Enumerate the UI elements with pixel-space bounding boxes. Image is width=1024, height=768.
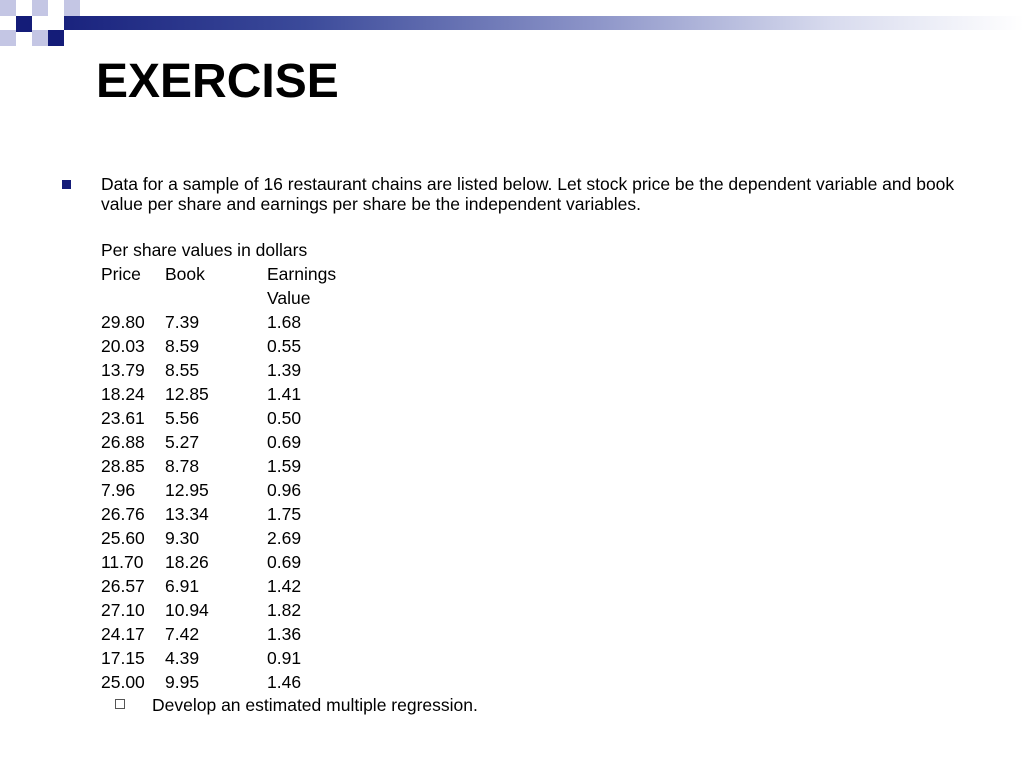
header-decoration	[0, 0, 1024, 46]
cell-price: 20.03	[101, 336, 145, 356]
header-book-value: Value	[267, 288, 311, 308]
cell-earnings: 2.69	[267, 528, 302, 548]
table-row	[101, 526, 307, 550]
cell-book: 18.26	[165, 552, 209, 572]
table-row	[101, 358, 307, 382]
decor-square	[32, 0, 48, 16]
cell-price: 26.57	[101, 576, 145, 596]
header-earnings: Earnings	[267, 264, 337, 284]
decor-square	[32, 30, 48, 46]
cell-earnings: 1.82	[267, 600, 302, 620]
cell-price: 28.85	[101, 456, 145, 476]
cell-price: 26.76	[101, 504, 145, 524]
decor-square	[64, 0, 80, 16]
cell-book: 9.30	[165, 528, 200, 548]
cell-price: 11.70	[101, 552, 144, 572]
cell-price: 18.24	[101, 384, 145, 404]
table-caption: Per share values in dollars	[101, 240, 308, 260]
table-body	[101, 310, 307, 694]
cell-book: 7.42	[165, 624, 200, 644]
table-row	[101, 454, 307, 478]
bullet-square-icon	[62, 180, 71, 189]
cell-book: 12.95	[165, 480, 209, 500]
table-row	[101, 430, 307, 454]
cell-earnings: 0.50	[267, 408, 302, 428]
cell-earnings: 1.42	[267, 576, 302, 596]
cell-earnings: 1.68	[267, 312, 302, 332]
table-row	[101, 502, 307, 526]
cell-price: 24.17	[101, 624, 145, 644]
cell-earnings: 1.41	[267, 384, 302, 404]
intro-paragraph: Data for a sample of 16 restaurant chains are listed below. Let stock price be the dependent variable and book value per share and earnings per share be the independent variables.	[101, 174, 955, 214]
cell-price: 23.61	[101, 408, 145, 428]
cell-earnings: 1.75	[267, 504, 302, 524]
decor-square	[16, 16, 32, 32]
cell-price: 25.00	[101, 672, 145, 692]
table-row	[101, 646, 307, 670]
table-header-row	[101, 262, 337, 286]
cell-book: 8.78	[165, 456, 200, 476]
table-row	[101, 310, 307, 334]
cell-price: 26.88	[101, 432, 145, 452]
cell-book: 8.59	[165, 336, 200, 356]
cell-earnings: 0.69	[267, 552, 302, 572]
table-row	[101, 574, 307, 598]
cell-earnings: 1.59	[267, 456, 302, 476]
cell-price: 27.10	[101, 600, 145, 620]
table-row	[101, 334, 307, 358]
table-row	[101, 598, 307, 622]
table-row	[101, 670, 307, 694]
cell-earnings: 0.69	[267, 432, 302, 452]
cell-book: 10.94	[165, 600, 209, 620]
table-header-row-2	[101, 286, 311, 310]
cell-earnings: 0.55	[267, 336, 302, 356]
slide-title: EXERCISE	[96, 55, 339, 108]
cell-earnings: 0.91	[267, 648, 302, 668]
header-price: Price	[101, 264, 141, 284]
table-row	[101, 550, 307, 574]
decor-square	[0, 30, 16, 46]
cell-earnings: 1.36	[267, 624, 302, 644]
cell-earnings: 1.39	[267, 360, 302, 380]
cell-book: 12.85	[165, 384, 209, 404]
table-row	[101, 406, 307, 430]
hollow-square-bullet-icon	[115, 699, 125, 709]
cell-book: 5.27	[165, 432, 200, 452]
decor-square	[0, 0, 16, 16]
cell-book: 6.91	[165, 576, 200, 596]
data-table	[101, 238, 337, 694]
cell-price: 17.15	[101, 648, 145, 668]
table-row	[101, 478, 307, 502]
cell-book: 9.95	[165, 672, 200, 692]
table-row	[101, 382, 307, 406]
sub-bullet-text: Develop an estimated multiple regression.	[152, 695, 478, 715]
cell-book: 8.55	[165, 360, 200, 380]
cell-price: 25.60	[101, 528, 145, 548]
cell-price: 29.80	[101, 312, 145, 332]
cell-book: 13.34	[165, 504, 209, 524]
header-book: Book	[165, 264, 205, 284]
cell-book: 5.56	[165, 408, 200, 428]
cell-book: 7.39	[165, 312, 200, 332]
cell-price: 7.96	[101, 480, 136, 500]
cell-book: 4.39	[165, 648, 200, 668]
cell-earnings: 0.96	[267, 480, 302, 500]
cell-price: 13.79	[101, 360, 145, 380]
decor-square	[48, 30, 64, 46]
cell-earnings: 1.46	[267, 672, 302, 692]
header-gradient-bar	[64, 16, 1024, 30]
table-row	[101, 622, 307, 646]
